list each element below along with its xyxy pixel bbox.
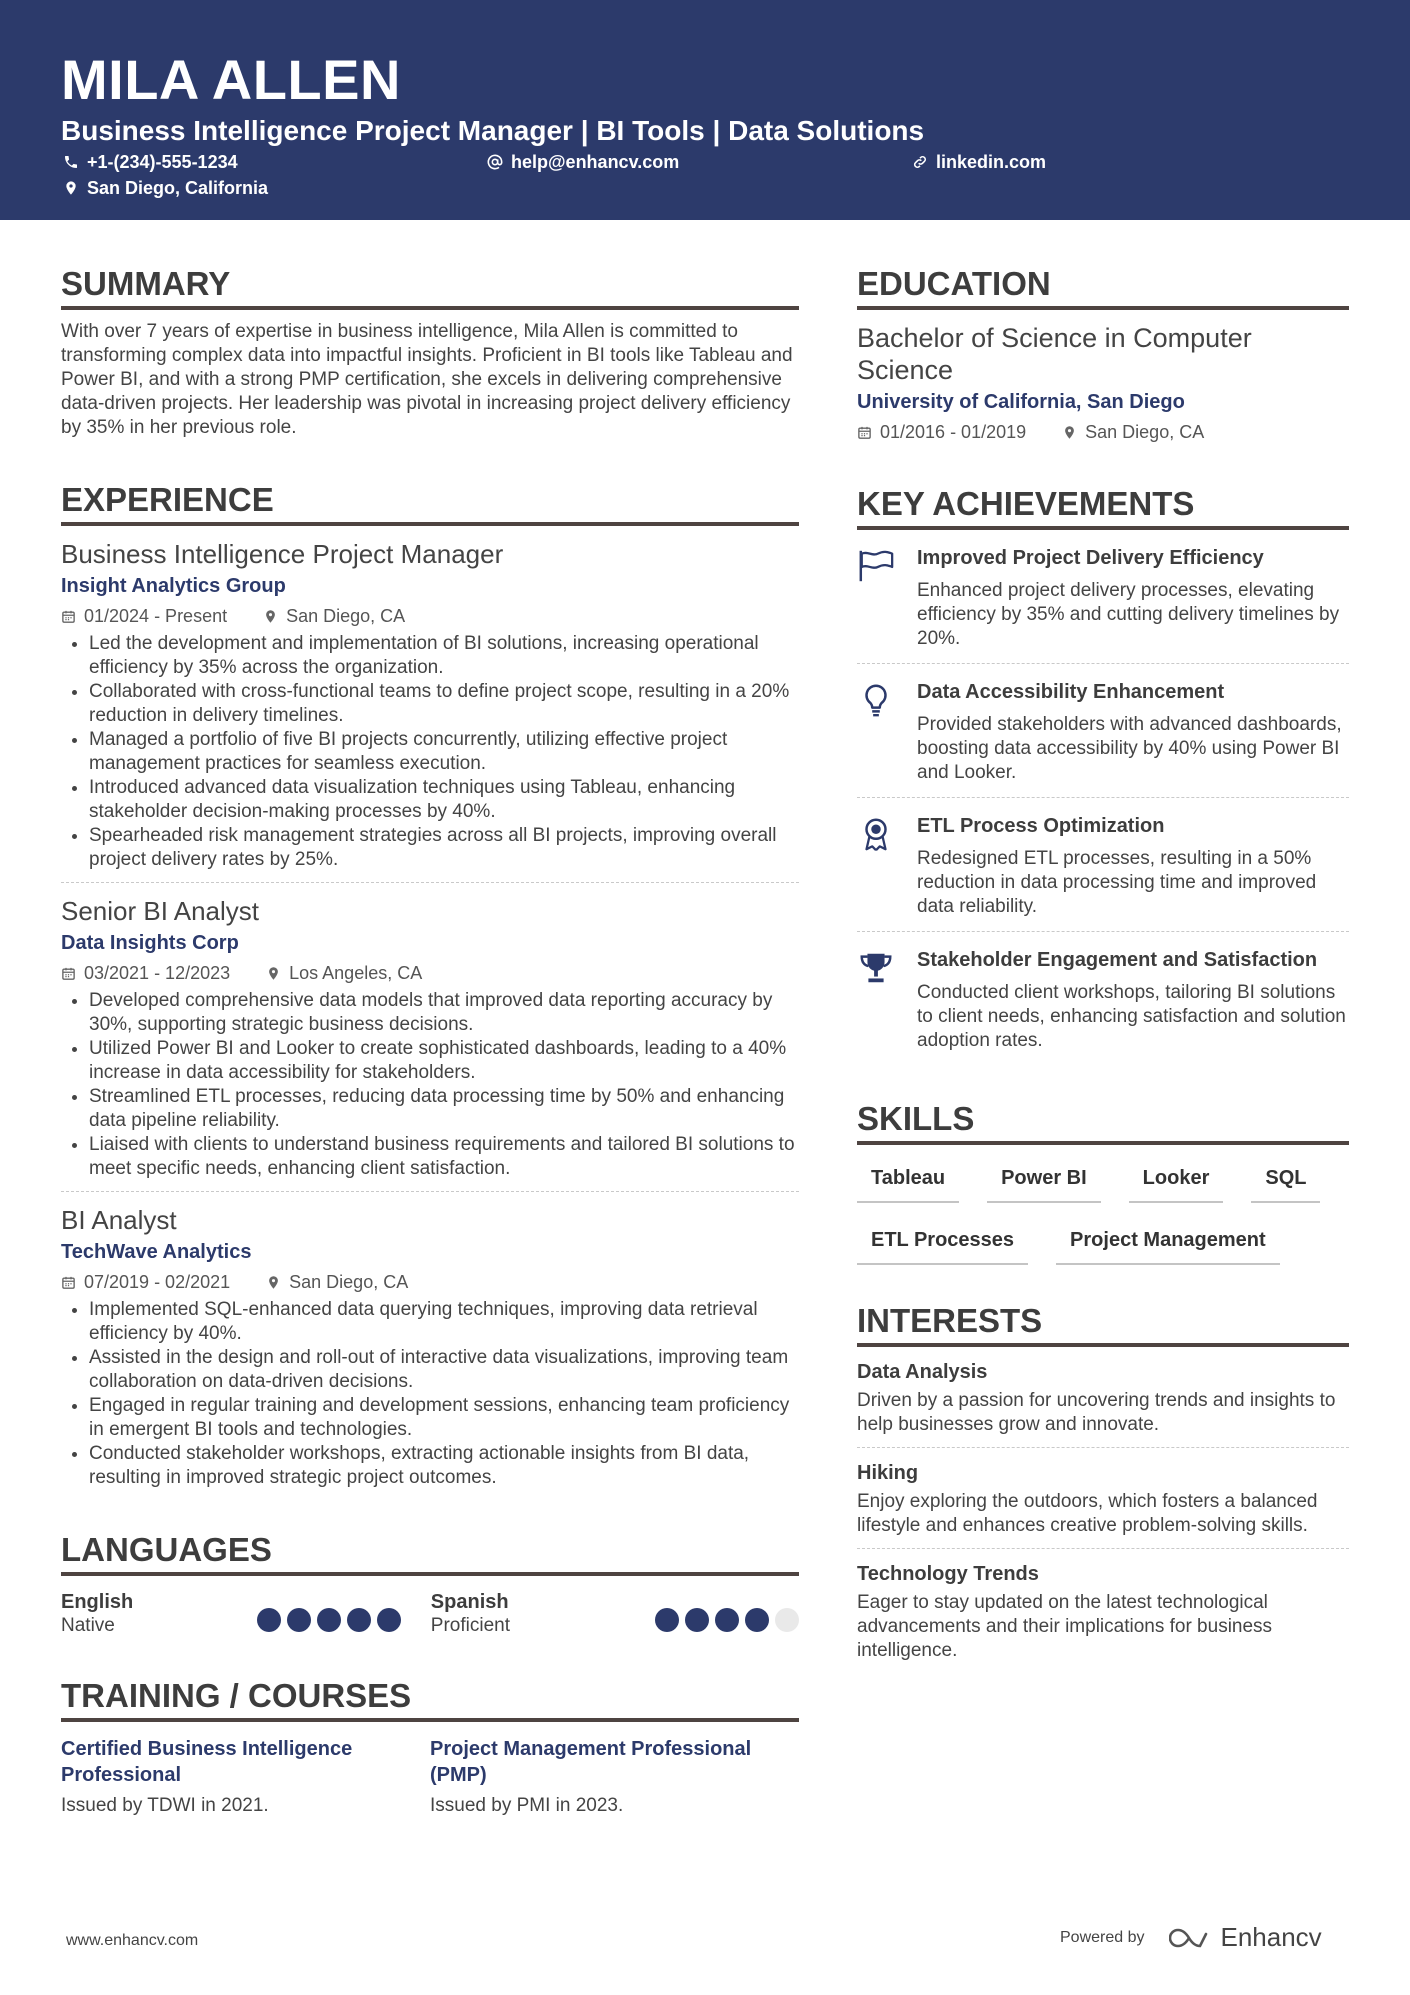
calendar-icon xyxy=(857,425,872,440)
job-bullet: • Led the development and implementation of BI solutions, increasing operational efficiency by 35% across the organization. xyxy=(89,632,799,680)
job-bullet: • Engaged in regular training and development sessions, enhancing team proficiency in emergent BI tools and technologies. xyxy=(89,1394,799,1442)
job-role: BI Analyst xyxy=(61,1205,177,1235)
link-icon xyxy=(912,154,928,170)
calendar-icon xyxy=(61,1275,76,1290)
course-item xyxy=(430,1736,799,1818)
experience-entry xyxy=(61,883,799,1192)
course-desc: Issued by PMI in 2023. xyxy=(430,1795,624,1816)
education-location: San Diego, CA xyxy=(1085,422,1205,442)
interest-item xyxy=(857,1448,1349,1549)
language-name: Spanish xyxy=(430,1591,509,1613)
achievement-item xyxy=(857,530,1349,664)
languages-heading: LANGUAGES xyxy=(61,1528,799,1576)
experience-heading: EXPERIENCE xyxy=(61,478,799,526)
location-pin-icon xyxy=(266,1275,281,1290)
interest-desc: Eager to stay updated on the latest technological advancements and their implications for business intelligence. xyxy=(857,1592,1273,1661)
job-bullet: • Utilized Power BI and Looker to create sophisticated dashboards, leading to a 40% increase in data accessibility for stakeholders. xyxy=(89,1037,799,1085)
interest-title: Data Analysis xyxy=(857,1361,988,1383)
summary-heading: SUMMARY xyxy=(61,262,799,310)
phone-icon xyxy=(63,154,79,170)
left-column xyxy=(61,262,799,1818)
rating-dot xyxy=(715,1608,739,1632)
right-column xyxy=(857,262,1349,1673)
email-text: help@enhancv.com xyxy=(511,152,680,172)
interest-desc: Driven by a passion for uncovering trends and insights to help businesses grow and innovate. xyxy=(857,1390,1336,1435)
job-company: TechWave Analytics xyxy=(61,1241,252,1263)
award-ribbon-icon xyxy=(857,816,895,852)
job-dates: 07/2019 - 02/2021 xyxy=(84,1272,231,1292)
skill-tag: Power BI xyxy=(987,1165,1101,1203)
skill-tag: Looker xyxy=(1129,1165,1224,1203)
job-role: Business Intelligence Project Manager xyxy=(61,539,504,569)
job-bullet: • Streamlined ETL processes, reducing data processing time by 50% and enhancing data pipeline reliability. xyxy=(89,1085,799,1133)
interests-heading: INTERESTS xyxy=(857,1299,1349,1347)
training-heading: TRAINING / COURSES xyxy=(61,1674,799,1722)
achievement-title: Improved Project Delivery Efficiency xyxy=(917,547,1264,569)
achievement-item xyxy=(857,664,1349,798)
calendar-icon xyxy=(61,966,76,981)
achievement-item xyxy=(857,932,1349,1065)
flag-icon xyxy=(857,548,895,584)
interest-title: Hiking xyxy=(857,1462,919,1484)
achievement-desc: Redesigned ETL processes, resulting in a 50% reduction in data processing time and improved data reliability. xyxy=(917,848,1317,917)
rating-dot xyxy=(377,1608,401,1632)
languages-list xyxy=(61,1590,799,1638)
achievement-desc: Enhanced project delivery processes, elevating efficiency by 35% and cutting delivery timelines by 20%. xyxy=(917,580,1340,649)
job-bullet: • Assisted in the design and roll-out of interactive data visualizations, improving team collaboration on data-driven decisions. xyxy=(89,1346,799,1394)
achievement-title: ETL Process Optimization xyxy=(917,815,1165,837)
candidate-name: MILA ALLEN xyxy=(61,48,401,111)
rating-dot xyxy=(287,1608,311,1632)
language-item xyxy=(61,1590,431,1638)
job-location: San Diego, CA xyxy=(286,606,406,626)
course-item xyxy=(61,1736,430,1818)
language-level: Proficient xyxy=(430,1615,510,1636)
achievement-desc: Provided stakeholders with advanced dashboards, boosting data accessibility by 40% using Power BI and Looker. xyxy=(917,714,1342,783)
powered-by-text: Powered by xyxy=(1060,1928,1145,1946)
education-degree: Bachelor of Science in Computer Science xyxy=(857,323,1252,385)
rating-dot xyxy=(745,1608,769,1632)
skill-tag: Project Management xyxy=(1056,1227,1280,1265)
course-desc: Issued by TDWI in 2021. xyxy=(61,1795,269,1816)
phone-contact[interactable] xyxy=(63,151,238,173)
education-meta xyxy=(857,420,1349,444)
job-bullets xyxy=(61,1298,799,1490)
location-pin-icon xyxy=(266,966,281,981)
skill-tag: ETL Processes xyxy=(857,1227,1028,1265)
job-meta xyxy=(61,1270,799,1294)
resume-header xyxy=(0,0,1410,220)
achievement-desc: Conducted client workshops, tailoring BI solutions to client needs, enhancing satisfaction and solution adoption rates. xyxy=(917,982,1346,1051)
location-contact xyxy=(63,177,268,199)
trophy-icon xyxy=(857,950,895,986)
language-name: English xyxy=(61,1591,134,1613)
language-rating xyxy=(655,1590,799,1638)
phone-text: +1-(234)-555-1234 xyxy=(87,152,238,172)
interest-title: Technology Trends xyxy=(857,1563,1039,1585)
course-title: Certified Business Intelligence Professional xyxy=(61,1738,353,1786)
job-role: Senior BI Analyst xyxy=(61,896,259,926)
achievement-title: Data Accessibility Enhancement xyxy=(917,681,1225,703)
language-item xyxy=(431,1590,799,1638)
enhancv-logo-icon xyxy=(1169,1926,1215,1950)
interest-desc: Enjoy exploring the outdoors, which fosters a balanced lifestyle and enhances creative problem-solving skills. xyxy=(857,1491,1318,1536)
skills-heading: SKILLS xyxy=(857,1097,1349,1145)
job-bullet: • Developed comprehensive data models that improved data reporting accuracy by 30%, supporting strategic business decisions. xyxy=(89,989,799,1037)
education-school: University of California, San Diego xyxy=(857,391,1185,413)
job-bullet: • Spearheaded risk management strategies across all BI projects, improving overall project delivery rates by 25%. xyxy=(89,824,799,872)
job-bullets xyxy=(61,989,799,1181)
education-heading: EDUCATION xyxy=(857,262,1349,310)
job-dates: 03/2021 - 12/2023 xyxy=(84,963,231,983)
achievements-heading: KEY ACHIEVEMENTS xyxy=(857,482,1349,530)
job-dates: 01/2024 - Present xyxy=(84,606,228,626)
linkedin-contact[interactable] xyxy=(912,151,1046,173)
experience-entry xyxy=(61,1192,799,1500)
interest-item xyxy=(857,1549,1349,1673)
linkedin-text: linkedin.com xyxy=(936,152,1047,172)
skill-tag: SQL xyxy=(1251,1165,1320,1203)
rating-dot xyxy=(317,1608,341,1632)
education-dates: 01/2016 - 01/2019 xyxy=(880,422,1027,442)
rating-dot xyxy=(257,1608,281,1632)
enhancv-logo[interactable] xyxy=(1169,1922,1322,1953)
job-bullet: • Managed a portfolio of five BI projects concurrently, utilizing effective project management practices for seamless execution. xyxy=(89,728,799,776)
rating-dot xyxy=(775,1608,799,1632)
calendar-icon xyxy=(61,609,76,624)
brand-name: Enhancv xyxy=(1220,1922,1322,1952)
at-sign-icon xyxy=(487,154,503,170)
job-bullet: • Conducted stakeholder workshops, extracting actionable insights from BI data, resulting in improved strategic project outcomes. xyxy=(89,1442,799,1490)
location-pin-icon xyxy=(263,609,278,624)
job-company: Insight Analytics Group xyxy=(61,575,286,597)
language-level: Native xyxy=(61,1615,115,1636)
candidate-title: Business Intelligence Project Manager | BI Tools | Data Solutions xyxy=(61,115,925,146)
location-pin-icon xyxy=(63,180,79,196)
summary-text: With over 7 years of expertise in business intelligence, Mila Allen is committed to transforming complex data into impactful insights. Proficient in BI tools like Tableau and Power BI, and with a strong PMP certification, she excels in delivering comprehensive data-driven projects. Her leadership was pivotal in increasing project delivery efficiency by 35% in her previous role. xyxy=(61,321,793,438)
achievement-item xyxy=(857,798,1349,932)
experience-entry xyxy=(61,526,799,883)
job-bullets xyxy=(61,632,799,872)
rating-dot xyxy=(347,1608,371,1632)
courses-list xyxy=(61,1736,799,1818)
achievement-title: Stakeholder Engagement and Satisfaction xyxy=(917,949,1318,971)
lightbulb-icon xyxy=(857,682,895,718)
interest-item xyxy=(857,1347,1349,1448)
job-bullet: • Implemented SQL-enhanced data querying techniques, improving data retrieval efficiency by 40%. xyxy=(89,1298,799,1346)
email-contact[interactable] xyxy=(487,151,679,173)
job-location: Los Angeles, CA xyxy=(289,963,423,983)
job-bullet: • Collaborated with cross-functional teams to define project scope, resulting in a 20% reduction in delivery timelines. xyxy=(89,680,799,728)
footer-branding xyxy=(1060,1922,1322,1953)
rating-dot xyxy=(685,1608,709,1632)
job-bullet: • Introduced advanced data visualization techniques using Tableau, enhancing stakeholder decision-making processes by 40%. xyxy=(89,776,799,824)
skill-tag: Tableau xyxy=(857,1165,959,1203)
job-bullet: • Liaised with clients to understand business requirements and tailored BI solutions to meet specific needs, enhancing client satisfaction. xyxy=(89,1133,799,1181)
job-location: San Diego, CA xyxy=(289,1272,409,1292)
footer-website[interactable]: www.enhancv.com xyxy=(66,1932,199,1949)
job-company: Data Insights Corp xyxy=(61,932,239,954)
rating-dot xyxy=(655,1608,679,1632)
skills-list xyxy=(857,1165,1349,1265)
course-title: Project Management Professional (PMP) xyxy=(430,1738,752,1786)
location-pin-icon xyxy=(1062,425,1077,440)
job-meta xyxy=(61,961,799,985)
job-meta xyxy=(61,604,799,628)
language-rating xyxy=(257,1590,401,1638)
location-text: San Diego, California xyxy=(87,178,269,198)
